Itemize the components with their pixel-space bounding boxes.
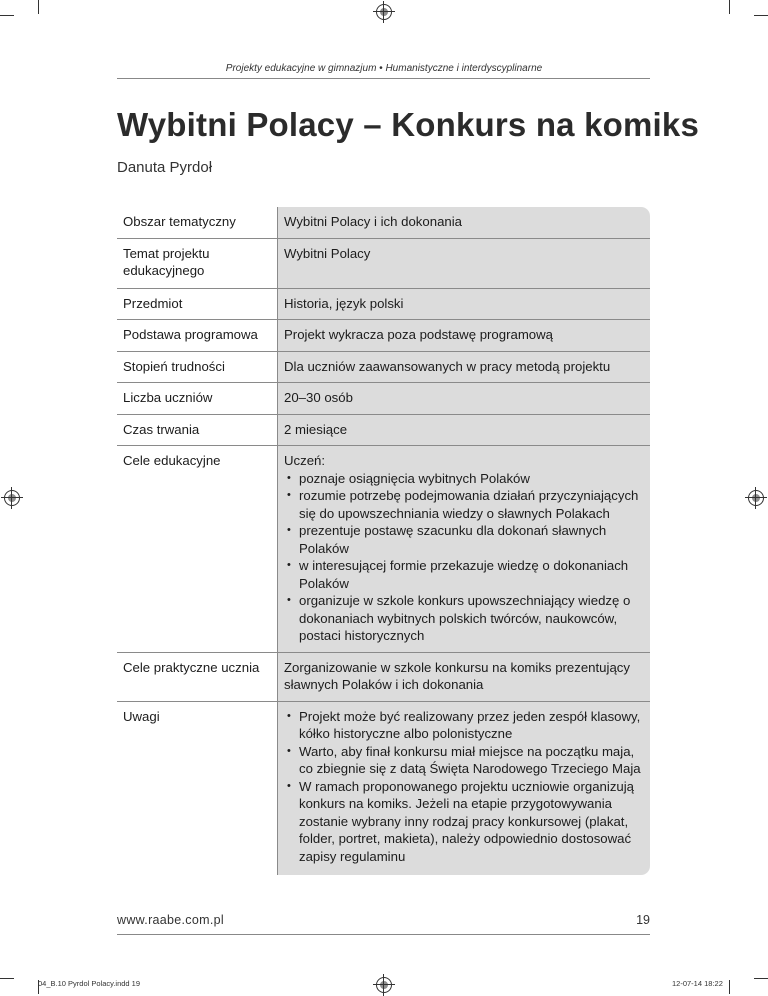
slug-timestamp: 12-07-14 18:22 bbox=[672, 979, 723, 988]
running-head: Projekty edukacyjne w gimnazjum • Humanistyczne i interdyscyplinarne bbox=[225, 63, 543, 74]
footer-rule bbox=[117, 934, 650, 935]
table-row bbox=[117, 383, 650, 415]
row-label: Podstawa programowa bbox=[117, 320, 278, 352]
list-item: • prezentuje postawę szacunku dla dokonań sławnych Polaków bbox=[284, 522, 644, 557]
author: Danuta Pyrdoł bbox=[117, 159, 213, 176]
crop-mark bbox=[38, 0, 39, 14]
row-label: Przedmiot bbox=[117, 288, 278, 320]
table-row bbox=[117, 320, 650, 352]
table-row bbox=[117, 288, 650, 320]
list-item: • W ramach proponowanego projektu uczniowie organizują konkurs na komiks. Jeżeli na etapie przygotowywania zostanie wybrany inny rodzaj pracy konkursowej (plakat, folder, portret, makieta), należy odpowiednio dostosować zapisy regulaminu bbox=[284, 778, 644, 866]
table-row bbox=[117, 351, 650, 383]
row-label: Czas trwania bbox=[117, 414, 278, 446]
list-item: • Warto, aby finał konkursu miał miejsce na początku maja, co zbiegnie się z datą Święta Narodowego Trzeciego Maja bbox=[284, 743, 644, 778]
row-label: Obszar tematyczny bbox=[117, 207, 278, 238]
crop-mark bbox=[0, 15, 14, 16]
row-value bbox=[278, 446, 651, 653]
objectives-list bbox=[284, 470, 644, 645]
crop-mark bbox=[729, 0, 730, 14]
list-item: • rozumie potrzebę podejmowania działań przyczyniających się do upowszechniania wiedzy o sławnych Polakach bbox=[284, 487, 644, 522]
row-value: Wybitni Polacy bbox=[278, 238, 651, 288]
row-label: Stopień trudności bbox=[117, 351, 278, 383]
row-value bbox=[278, 701, 651, 875]
row-value: Dla uczniów zaawansowanych w pracy metodą projektu bbox=[278, 351, 651, 383]
row-label: Temat projektu edukacyjnego bbox=[117, 238, 278, 288]
row-label: Cele edukacyjne bbox=[117, 446, 278, 653]
list-item: • Projekt może być realizowany przez jeden zespół klasowy, kółko historyczne albo polonistyczne bbox=[284, 708, 644, 743]
running-head-rule bbox=[117, 78, 650, 79]
crop-mark bbox=[754, 978, 768, 979]
table-row bbox=[117, 238, 650, 288]
list-item: • w interesującej formie przekazuje wiedzę o dokonaniach Polaków bbox=[284, 557, 644, 592]
row-value: Zorganizowanie w szkole konkursu na komiks prezentujący sławnych Polaków i ich dokonania bbox=[278, 652, 651, 701]
table-row bbox=[117, 701, 650, 875]
page-title: Wybitni Polacy – Konkurs na komiks bbox=[117, 106, 700, 143]
table-row bbox=[117, 207, 650, 238]
registration-mark-icon bbox=[4, 490, 20, 506]
row-value: Projekt wykracza poza podstawę programową bbox=[278, 320, 651, 352]
slug-filename: 04_B.10 Pyrdol Polacy.indd 19 bbox=[38, 979, 141, 988]
footer-url: www.raabe.com.pl bbox=[117, 913, 224, 927]
row-label: Liczba uczniów bbox=[117, 383, 278, 415]
crop-mark bbox=[729, 980, 730, 994]
objectives-intro: Uczeń: bbox=[284, 453, 326, 468]
notes-list bbox=[284, 708, 644, 866]
crop-mark bbox=[0, 978, 14, 979]
registration-mark-icon bbox=[376, 977, 392, 993]
crop-mark bbox=[754, 15, 768, 16]
list-item: • poznaje osiągnięcia wybitnych Polaków bbox=[284, 470, 644, 488]
row-label: Cele praktyczne ucznia bbox=[117, 652, 278, 701]
row-value: Wybitni Polacy i ich dokonania bbox=[278, 207, 651, 238]
registration-mark-icon bbox=[376, 4, 392, 20]
table-row bbox=[117, 414, 650, 446]
row-label: Uwagi bbox=[117, 701, 278, 875]
table-row bbox=[117, 446, 650, 653]
row-value: 2 miesiące bbox=[278, 414, 651, 446]
row-value: Historia, język polski bbox=[278, 288, 651, 320]
list-item: • organizuje w szkole konkurs upowszechniający wiedzę o dokonaniach wybitnych polskich twórców, naukowców, postaci historycznych bbox=[284, 592, 644, 645]
table-row bbox=[117, 652, 650, 701]
registration-mark-icon bbox=[748, 490, 764, 506]
project-info-table bbox=[117, 207, 650, 875]
page-number: 19 bbox=[636, 913, 650, 927]
row-value: 20–30 osób bbox=[278, 383, 651, 415]
